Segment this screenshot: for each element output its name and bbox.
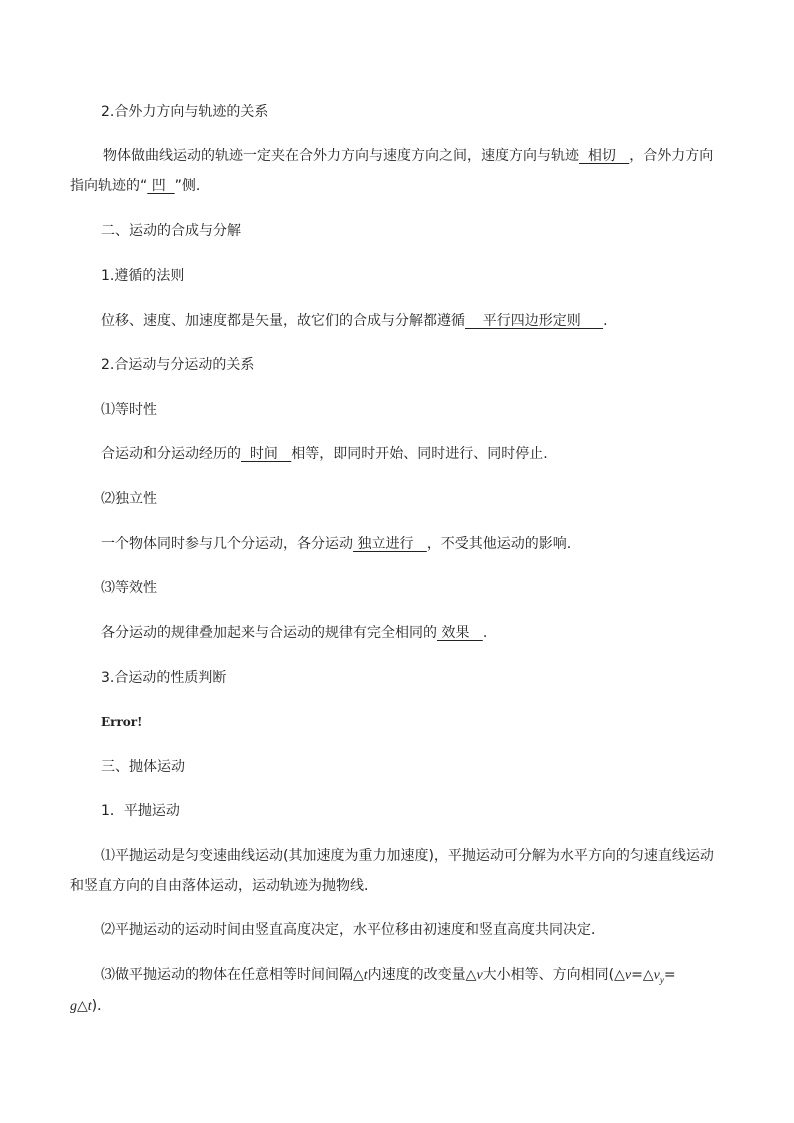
- text: )．: [91, 998, 112, 1014]
- subheading-flat-projectile: 1．平抛运动: [101, 803, 180, 819]
- text: 位移、速度、加速度都是矢量，故它们的合成与分解都遵循: [101, 313, 465, 329]
- var-v: v: [653, 968, 660, 983]
- property-title-equivalence: ⑶等效性: [101, 580, 157, 596]
- error-text: Error!: [101, 715, 143, 729]
- answer-blank-time: 时间: [241, 446, 292, 462]
- answer-blank-concave: 凹: [147, 178, 175, 194]
- text: 一个物体同时参与几个分运动，各分运动: [101, 536, 353, 552]
- text: 相等，即同时开始、同时进行、同时停止.: [291, 446, 548, 462]
- section-title-composition: 二、运动的合成与分解: [101, 223, 241, 239]
- answer-blank-effect: 效果: [437, 625, 483, 641]
- paragraph-rule: [101, 311, 608, 331]
- var-t: t: [363, 968, 368, 983]
- paragraph-flat-3-line2: [70, 996, 111, 1017]
- text: .: [603, 313, 608, 329]
- answer-blank-independent: 独立进行: [353, 536, 427, 552]
- paragraph-independence: [101, 534, 571, 554]
- paragraph-flat-1-line2: 和竖直方向的自由落体运动，运动轨迹为抛物线．: [70, 878, 378, 894]
- paragraph-flat-1-line1: ⑴平抛运动是匀变速曲线运动(其加速度为重力加速度)，平抛运动可分解为水平方向的匀速直线运动: [101, 848, 714, 864]
- paragraph-force-trajectory-line1: [103, 146, 713, 166]
- section-heading-force-trajectory: 2.合外力方向与轨迹的关系: [101, 104, 269, 120]
- answer-blank-parallelogram: 平行四边形定则: [465, 313, 604, 329]
- text: =: [663, 967, 676, 983]
- text: 内速度的改变量△: [367, 967, 477, 983]
- text: 各分运动的规律叠加起来与合运动的规律有完全相同的: [101, 625, 437, 641]
- text: ”侧.: [174, 178, 201, 194]
- paragraph-flat-2: ⑵平抛运动的运动时间由竖直高度决定，水平位移由初速度和竖直高度共同决定．: [101, 922, 605, 938]
- paragraph-isochronous: [101, 444, 548, 464]
- var-t: t: [87, 999, 92, 1014]
- subheading-nature: 3.合运动的性质判断: [101, 670, 227, 686]
- text: 指向轨迹的“: [70, 178, 148, 194]
- text: 合运动和分运动经历的: [101, 446, 241, 462]
- subheading-rule: 1.遵循的法则: [101, 268, 185, 284]
- text: ，不受其他运动的影响.: [426, 536, 572, 552]
- text: 大小相等、方向相同(△: [482, 967, 625, 983]
- text: 物体做曲线运动的轨迹一定夹在合外力方向与速度方向之间，速度方向与轨迹: [103, 148, 579, 164]
- text: △: [77, 998, 88, 1014]
- answer-blank-tangent: 相切: [579, 148, 630, 164]
- paragraph-equivalence: [101, 623, 487, 643]
- var-g: g: [70, 999, 77, 1014]
- text: ⑶做平抛运动的物体在任意相等时间间隔△: [101, 967, 364, 983]
- property-title-independence: ⑵独立性: [101, 491, 157, 507]
- property-title-isochronous: ⑴等时性: [101, 402, 157, 418]
- subheading-relation: 2.合运动与分运动的关系: [101, 357, 255, 373]
- text: =△: [631, 967, 654, 983]
- paragraph-flat-3-line1: [101, 965, 676, 986]
- text: .: [482, 625, 488, 641]
- paragraph-force-trajectory-line2: [70, 176, 200, 196]
- var-v: v: [476, 968, 483, 983]
- subscript-y: y: [659, 974, 664, 985]
- section-title-projectile: 三、抛体运动: [101, 759, 185, 775]
- var-v: v: [624, 968, 632, 983]
- text: ，合外力方向: [629, 148, 714, 164]
